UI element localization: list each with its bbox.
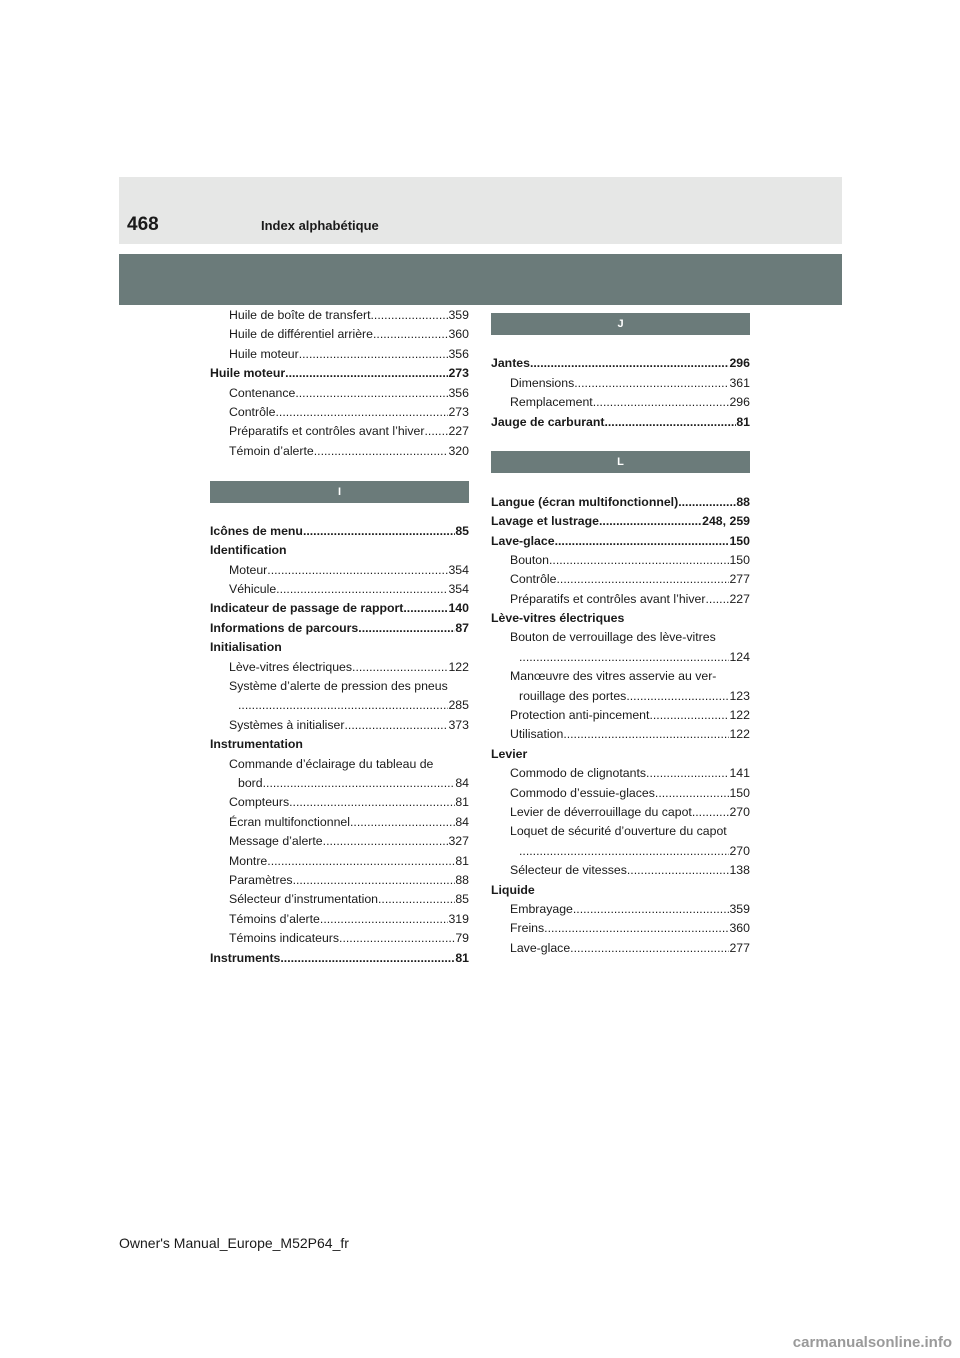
dot-leader — [280, 949, 455, 968]
dot-leader — [604, 413, 736, 432]
entry-text: Manœuvre des vitres asservie au ver- — [510, 669, 717, 684]
index-entry — [210, 522, 469, 541]
index-subentry — [491, 861, 750, 880]
page-reference: 227 — [729, 591, 750, 606]
dot-leader — [556, 570, 729, 589]
manual-id-footer: Owner's Manual_Europe_M52P64_fr — [119, 1235, 349, 1251]
dot-leader — [371, 306, 449, 325]
entry-text: Jantes — [491, 356, 530, 371]
dot-leader — [530, 354, 730, 373]
entry-text: Dimensions — [510, 375, 575, 390]
page-reference: 122 — [448, 659, 469, 674]
index-subentry — [210, 442, 469, 461]
page-reference: 84 — [455, 775, 469, 790]
index-subentry — [491, 590, 750, 609]
index-subentry — [491, 842, 750, 861]
index-subentry — [210, 580, 469, 599]
index-entry — [210, 364, 469, 383]
index-entry — [491, 493, 750, 512]
entry-text: Bouton de verrouillage des lève-vitres — [510, 630, 716, 645]
dot-leader — [350, 813, 455, 832]
section-letter-bar: L — [491, 451, 750, 473]
entry-text: Sélecteur d’instrumentation — [229, 892, 379, 907]
entry-text: bord — [238, 775, 263, 790]
page-reference: 124 — [729, 649, 750, 664]
page-reference: 319 — [448, 911, 469, 926]
page-reference: 277 — [729, 572, 750, 587]
page-reference: 87 — [455, 620, 469, 635]
page-reference: 320 — [448, 443, 469, 458]
entry-text: Identification — [210, 543, 287, 558]
dot-leader — [238, 696, 448, 715]
index-subentry — [210, 422, 469, 441]
entry-text: Commodo d’essuie-glaces — [510, 785, 655, 800]
index-subentry — [210, 755, 469, 774]
page-reference: 296 — [729, 356, 750, 371]
page-reference: 88 — [736, 494, 750, 509]
page-reference: 356 — [448, 346, 469, 361]
entry-text: Jauge de carburant — [491, 414, 605, 429]
dot-leader — [339, 929, 455, 948]
index-subentry — [210, 306, 469, 325]
page-reference: 356 — [448, 385, 469, 400]
dot-leader — [519, 842, 729, 861]
entry-text: Embrayage — [510, 901, 573, 916]
index-subentry — [210, 325, 469, 344]
dot-leader — [323, 832, 449, 851]
index-entry — [210, 619, 469, 638]
section-letter-bar: I — [210, 481, 469, 503]
page-reference: 360 — [448, 327, 469, 342]
entry-text: Indicateur de passage de rapport — [210, 601, 404, 616]
page-reference: 248, 259 — [702, 514, 750, 529]
page-reference: 150 — [729, 533, 750, 548]
index-entry — [210, 735, 469, 754]
dot-leader — [655, 784, 730, 803]
dot-leader — [303, 522, 455, 541]
page-header — [119, 177, 842, 244]
index-subentry — [210, 677, 469, 696]
index-subentry — [210, 403, 469, 422]
page-reference: 359 — [448, 308, 469, 322]
page-reference: 84 — [455, 814, 469, 829]
index-entry — [491, 745, 750, 764]
index-subentry — [210, 774, 469, 793]
entry-text: Huile de boîte de transfert — [229, 308, 371, 322]
page-reference: 150 — [729, 552, 750, 567]
entry-text: Loquet de sécurité d’ouverture du capot — [510, 824, 727, 839]
dot-leader — [549, 551, 729, 570]
dot-leader — [314, 442, 449, 461]
entry-text: Préparatifs et contrôles avant l’hiver — [510, 591, 706, 606]
entry-text: Huile moteur — [210, 366, 286, 381]
index-entry — [210, 599, 469, 618]
dot-leader — [678, 493, 736, 512]
entry-text: Langue (écran multifonctionnel) — [491, 494, 679, 509]
dot-leader — [424, 422, 448, 441]
entry-text: Huile moteur — [229, 346, 299, 361]
entry-text: Protection anti-pincement — [510, 708, 650, 723]
page-reference: 85 — [455, 523, 469, 538]
index-column-left — [210, 306, 469, 968]
entry-text: Lève-vitres électriques — [491, 611, 625, 626]
index-subentry — [210, 813, 469, 832]
entry-text: Instrumentation — [210, 737, 303, 752]
page-reference: 88 — [455, 872, 469, 887]
dot-leader — [570, 939, 729, 958]
index-subentry — [491, 667, 750, 686]
page-reference: 327 — [448, 834, 469, 849]
entry-text: Levier — [491, 746, 528, 761]
watermark: carmanualsonline.info — [792, 1334, 952, 1351]
index-subentry — [491, 919, 750, 938]
index-subentry — [210, 832, 469, 851]
index-subentry — [491, 764, 750, 783]
index-column-right — [491, 313, 750, 958]
index-subentry — [491, 822, 750, 841]
page-reference: 123 — [729, 688, 750, 703]
index-subentry — [491, 628, 750, 647]
entry-text: Initialisation — [210, 640, 282, 655]
index-subentry — [210, 561, 469, 580]
entry-text: Véhicule — [229, 582, 277, 597]
dot-leader — [599, 512, 702, 531]
entry-text: Système d’alerte de pression des pneus — [229, 679, 448, 694]
index-subentry — [491, 706, 750, 725]
entry-text: Message d’alerte — [229, 834, 323, 849]
index-subentry — [210, 871, 469, 890]
page-reference: 296 — [729, 395, 750, 410]
dot-leader — [276, 580, 448, 599]
entry-text: Utilisation — [510, 727, 564, 742]
dot-leader — [627, 861, 730, 880]
entry-text: Levier de déverrouillage du capot — [510, 804, 692, 819]
page-title: Index alphabétique — [261, 218, 379, 233]
index-subentry — [210, 345, 469, 364]
index-subentry — [491, 784, 750, 803]
index-subentry — [491, 900, 750, 919]
index-subentry — [210, 384, 469, 403]
dot-leader — [544, 919, 729, 938]
entry-text: Huile de différentiel arrière — [229, 327, 373, 342]
page-reference: 79 — [455, 931, 469, 946]
index-subentry — [491, 939, 750, 958]
page-reference: 270 — [729, 843, 750, 858]
entry-text: Lavage et lustrage — [491, 514, 599, 529]
entry-text: Paramètres — [229, 872, 293, 887]
entry-text: Contrôle — [510, 572, 557, 587]
index-subentry — [491, 803, 750, 822]
entry-text: Montre — [229, 853, 268, 868]
entry-text: rouillage des portes — [519, 688, 627, 703]
dot-leader — [705, 590, 729, 609]
entry-text: Lave-glace — [491, 533, 555, 548]
dot-leader — [563, 725, 729, 744]
entry-text: Instruments — [210, 950, 281, 965]
entry-text: Liquide — [491, 882, 535, 897]
page-reference: 270 — [729, 804, 750, 819]
index-subentry — [210, 890, 469, 909]
index-subentry — [491, 551, 750, 570]
entry-text: Sélecteur de vitesses — [510, 863, 627, 878]
dot-leader — [320, 910, 449, 929]
header-band — [119, 254, 842, 305]
page-reference: 285 — [448, 698, 469, 713]
page-reference: 359 — [729, 901, 750, 916]
page-reference: 81 — [736, 414, 750, 429]
dot-leader — [373, 325, 448, 344]
index-subentry — [491, 725, 750, 744]
page-reference: 122 — [729, 708, 750, 723]
entry-text: Freins — [510, 921, 545, 936]
index-subentry — [210, 716, 469, 735]
entry-text: Moteur — [229, 562, 268, 577]
spacer — [210, 503, 469, 522]
index-subentry — [210, 696, 469, 715]
page-reference: 273 — [448, 404, 469, 419]
dot-leader — [626, 687, 729, 706]
dot-leader — [574, 374, 729, 393]
index-entry — [491, 881, 750, 900]
page-number: 468 — [127, 214, 159, 235]
page-reference: 140 — [448, 601, 469, 616]
entry-text: Contrôle — [229, 404, 276, 419]
dot-leader — [275, 403, 448, 422]
dot-leader — [352, 658, 448, 677]
page-reference: 138 — [729, 863, 750, 878]
index-subentry — [210, 929, 469, 948]
entry-text: Icônes de menu — [210, 523, 303, 538]
dot-leader — [573, 900, 730, 919]
entry-text: Systèmes à initialiser — [229, 717, 345, 732]
dot-leader — [555, 532, 730, 551]
index-subentry — [210, 793, 469, 812]
page-reference: 85 — [455, 892, 469, 907]
dot-leader — [593, 393, 730, 412]
entry-text: Lave-glace — [510, 940, 571, 955]
index-subentry — [210, 658, 469, 677]
entry-text: Compteurs — [229, 795, 290, 810]
dot-leader — [293, 871, 456, 890]
index-entry — [491, 354, 750, 373]
entry-text: Témoins indicateurs — [229, 931, 340, 946]
dot-leader — [299, 345, 449, 364]
dot-leader — [403, 599, 448, 618]
page-reference: 354 — [448, 562, 469, 577]
page-reference: 354 — [448, 582, 469, 597]
dot-leader — [285, 364, 448, 383]
page-reference: 227 — [448, 424, 469, 439]
index-entry — [210, 949, 469, 968]
entry-text: Commande d’éclairage du tableau de — [229, 756, 434, 771]
dot-leader — [267, 561, 448, 580]
index-entry — [491, 609, 750, 628]
spacer — [210, 461, 469, 480]
dot-leader — [692, 803, 730, 822]
entry-text: Remplacement — [510, 395, 593, 410]
page-reference: 277 — [729, 940, 750, 955]
dot-leader — [263, 774, 456, 793]
index-entry — [491, 413, 750, 432]
dot-leader — [267, 852, 455, 871]
index-entry — [491, 512, 750, 531]
dot-leader — [378, 890, 455, 909]
page-reference: 122 — [729, 727, 750, 742]
entry-text: Témoins d’alerte — [229, 911, 320, 926]
page-reference: 81 — [455, 795, 469, 810]
index-subentry — [491, 570, 750, 589]
index-subentry — [491, 648, 750, 667]
dot-leader — [649, 706, 729, 725]
page-reference: 81 — [455, 853, 469, 868]
spacer — [491, 432, 750, 451]
index-subentry — [491, 374, 750, 393]
spacer — [491, 473, 750, 492]
entry-text: Écran multifonctionnel — [229, 814, 350, 829]
spacer — [491, 335, 750, 354]
page-reference: 360 — [729, 921, 750, 936]
dot-leader — [358, 619, 455, 638]
dot-leader — [646, 764, 729, 783]
dot-leader — [345, 716, 449, 735]
index-subentry — [491, 687, 750, 706]
page-reference: 273 — [448, 366, 469, 381]
index-subentry — [491, 393, 750, 412]
section-letter-bar: J — [491, 313, 750, 335]
index-entry — [491, 532, 750, 551]
entry-text: Bouton — [510, 552, 549, 567]
dot-leader — [519, 648, 729, 667]
dot-leader — [295, 384, 448, 403]
page-reference: 150 — [729, 785, 750, 800]
page-reference: 373 — [448, 717, 469, 732]
entry-text: Commodo de clignotants — [510, 766, 647, 781]
index-subentry — [210, 852, 469, 871]
index-entry — [210, 638, 469, 657]
entry-text: Contenance — [229, 385, 296, 400]
entry-text: Lève-vitres électriques — [229, 659, 353, 674]
page-reference: 141 — [729, 766, 750, 781]
index-entry — [210, 541, 469, 560]
page-reference: 361 — [729, 375, 750, 390]
dot-leader — [289, 793, 455, 812]
index-subentry — [210, 910, 469, 929]
page-reference: 81 — [455, 950, 469, 965]
entry-text: Informations de parcours — [210, 620, 359, 635]
entry-text: Témoin d’alerte — [229, 443, 314, 458]
entry-text: Préparatifs et contrôles avant l’hiver — [229, 424, 425, 439]
